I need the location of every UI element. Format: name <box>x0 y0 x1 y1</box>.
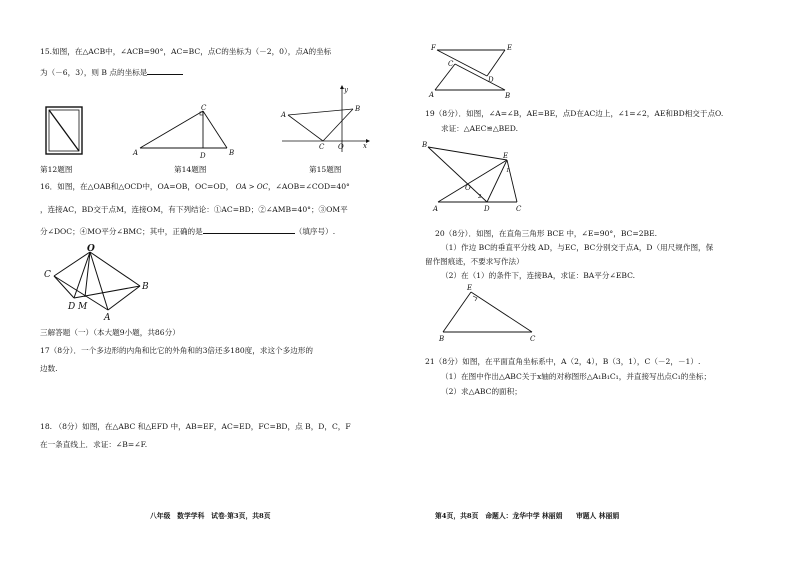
fig16-label-B: B <box>142 282 149 292</box>
figure-16 <box>40 244 155 323</box>
fig14-label-A: A <box>133 149 139 157</box>
fig19-label-1: 1 <box>506 168 510 174</box>
fig16-label-C: C <box>44 270 51 280</box>
fig18-label-B: B <box>505 92 511 100</box>
q19-line1: 19（8分）．如图，∠A=∠B，AE=BE，点D在AC边上，∠1=∠2，AE和BD相交于点O. <box>425 109 724 118</box>
fig15-label-y: y <box>344 86 348 94</box>
q15-line2 <box>40 66 183 78</box>
q15-line2-text: 为（－6，3），则 B 点的坐标是 <box>40 68 148 77</box>
q16-line3 <box>40 225 335 237</box>
q16-line1c: ，∠AOB=∠COD=40° <box>267 182 350 191</box>
q21-line3: （2）求△ABC的面积； <box>441 387 522 396</box>
q16-line2: ，连接AC，BD交于点M，连接OM，有下列结论：①AC=BD；②∠AMB=40°；③OM平 <box>40 205 348 214</box>
q15-answer-blank <box>147 66 183 75</box>
q21-line1: 21（8分）如图，在平面直角坐标系中，A（2，4），B（3，1），C（－2，－1）. <box>425 357 701 366</box>
fig14-label-D: D <box>200 152 206 160</box>
fig18-label-F: F <box>431 44 436 52</box>
right-footer: 第4页，共8页 命题人：龙华中学 林丽娟 审题人 林丽娟 <box>435 512 620 520</box>
fig19-label-B: B <box>422 141 428 149</box>
caption-fig15: 第15题图 <box>309 165 342 174</box>
q20-line4: （2）在（1）的条件下，连接BA，求证：BA平分∠EBC. <box>441 271 636 280</box>
figure-18 <box>427 42 517 100</box>
fig18-label-E: E <box>507 44 513 52</box>
fig16-label-A: A <box>104 313 111 323</box>
fig15-label-C: C <box>319 143 325 151</box>
fig18-label-D: D <box>488 76 494 84</box>
fig19-label-A: A <box>433 205 439 213</box>
fig12-diagonal <box>49 110 79 151</box>
fig14-label-C: C <box>201 104 207 112</box>
fig20-label-E: E <box>467 284 473 292</box>
q21-line2: （1）在图中作出△ABC关于x轴的对称图形△A₁B₁C₁，并直接写出点C₁的坐标； <box>441 372 712 381</box>
q16-answer-blank <box>203 225 295 234</box>
section-title: 三解答题（一）（本大题9小题，共86分） <box>40 328 180 337</box>
fig15-label-O: O <box>338 143 344 151</box>
q20-line1: 20（8分）．如图，在直角三角形 BCE 中，∠E=90°，BC=2BE. <box>435 229 658 238</box>
q19-line2: 求证：△AEC≌△BED. <box>441 124 519 133</box>
caption-fig12: 第12题图 <box>40 165 73 174</box>
figure-20 <box>437 282 547 342</box>
q16-line1 <box>40 182 350 192</box>
right-page <box>397 0 794 561</box>
q15-line1: 15.如图，在△ACB中，∠ACB=90°，AC=BC，点C的坐标为（－2，0），点A的坐标 <box>40 47 332 56</box>
fig16-label-D: D <box>68 302 76 312</box>
figure-15 <box>278 84 373 154</box>
fig14-label-B: B <box>229 149 235 157</box>
fig19-label-2: 2 <box>478 194 482 200</box>
q17-line2: 边数. <box>40 364 58 373</box>
q16-line3a: 分∠DOC；④MO平分∠BMC；其中，正确的是 <box>40 227 203 236</box>
caption-fig14: 第14题图 <box>174 165 207 174</box>
q16-line1b: OA > OC <box>235 183 268 191</box>
figure-14 <box>130 104 240 160</box>
q16-line3b: （填序号）. <box>294 227 336 236</box>
fig15-label-B: B <box>355 105 361 113</box>
fig19-label-E: E <box>503 152 509 160</box>
q20-line3: 留作图痕迹，不要求写作法） <box>425 257 524 266</box>
q17-line1: 17（8分）．一个多边形的内角和比它的外角和的3倍还多180度，求这个多边形的 <box>40 346 314 355</box>
fig16-label-O: O <box>87 244 95 254</box>
fig19-label-C: C <box>516 205 522 213</box>
fig18-label-A: A <box>429 91 435 99</box>
figure-19 <box>422 138 532 214</box>
fig15-label-A: A <box>281 111 287 119</box>
q20-line2: （1）作边 BC的垂直平分线 AD，与EC，BC分别交于点A，D（用尺规作图，保 <box>441 243 714 252</box>
fig20-label-B: B <box>439 335 445 343</box>
left-footer: 八年级 数学学科 试卷·第3页，共8页 <box>150 512 271 520</box>
q18-line1: 18. （8分）如图，在△ABC 和△EFD 中，AB=EF，AC=ED，FC=BD，点 B，D，C，F <box>40 422 351 431</box>
q18-line2: 在一条直线上．求证：∠B=∠F. <box>40 440 148 449</box>
fig20-label-C: C <box>530 335 536 343</box>
fig15-label-x: x <box>363 142 367 150</box>
fig16-label-M: M <box>78 302 88 312</box>
fig19-label-O: O <box>465 184 471 192</box>
q16-line1a: 16．如图，在△OAB和△OCD中，OA=OB，OC=OD， <box>40 182 234 191</box>
fig18-label-C: C <box>448 60 454 68</box>
fig19-label-D: D <box>484 205 490 213</box>
figure-12 <box>45 106 85 156</box>
